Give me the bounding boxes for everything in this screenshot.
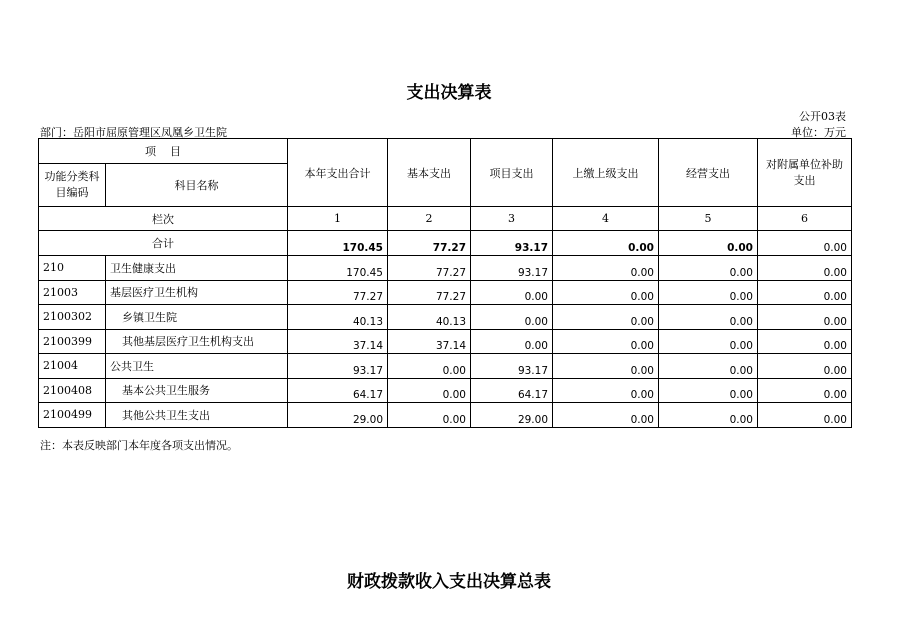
row-value: 0.00 bbox=[758, 256, 852, 281]
row-value: 0.00 bbox=[553, 305, 659, 330]
table-row bbox=[39, 305, 852, 330]
expenditure-table bbox=[38, 138, 851, 428]
row-value: 0.00 bbox=[471, 329, 553, 354]
row-name: 乡镇卫生院 bbox=[106, 305, 288, 330]
total-value: 0.00 bbox=[659, 231, 758, 256]
row-value: 29.00 bbox=[288, 403, 388, 428]
total-value: 170.45 bbox=[288, 231, 388, 256]
row-name: 基层医疗卫生机构 bbox=[106, 280, 288, 305]
row-value: 0.00 bbox=[758, 403, 852, 428]
row-value: 0.00 bbox=[553, 329, 659, 354]
seq-label: 栏次 bbox=[39, 207, 288, 231]
row-code: 2100302 bbox=[39, 305, 106, 330]
total-row bbox=[39, 231, 852, 256]
row-name: 其他公共卫生支出 bbox=[106, 403, 288, 428]
row-value: 77.27 bbox=[388, 280, 471, 305]
row-value: 37.14 bbox=[388, 329, 471, 354]
row-value: 0.00 bbox=[659, 403, 758, 428]
row-value: 37.14 bbox=[288, 329, 388, 354]
total-value: 0.00 bbox=[758, 231, 852, 256]
header-col3: 项目支出 bbox=[471, 139, 553, 207]
table-row bbox=[39, 329, 852, 354]
table-row bbox=[39, 256, 852, 281]
row-value: 0.00 bbox=[659, 256, 758, 281]
row-value: 0.00 bbox=[471, 305, 553, 330]
row-value: 0.00 bbox=[659, 329, 758, 354]
header-func-code: 功能分类科目编码 bbox=[39, 164, 106, 207]
seq-num: 5 bbox=[659, 207, 758, 231]
unit-label: 单位：万元 bbox=[791, 126, 846, 139]
row-value: 0.00 bbox=[553, 256, 659, 281]
row-code: 2100499 bbox=[39, 403, 106, 428]
row-value: 0.00 bbox=[388, 378, 471, 403]
total-value: 93.17 bbox=[471, 231, 553, 256]
seq-num: 1 bbox=[288, 207, 388, 231]
next-section-title: 财政拨款收入支出决算总表 bbox=[347, 572, 551, 592]
row-name: 公共卫生 bbox=[106, 354, 288, 379]
seq-row bbox=[39, 207, 852, 231]
row-value: 29.00 bbox=[471, 403, 553, 428]
row-value: 0.00 bbox=[388, 403, 471, 428]
row-value: 0.00 bbox=[553, 378, 659, 403]
row-code: 2100399 bbox=[39, 329, 106, 354]
header-col4: 上缴上级支出 bbox=[553, 139, 659, 207]
row-value: 0.00 bbox=[553, 280, 659, 305]
table-row bbox=[39, 354, 852, 379]
table-row bbox=[39, 378, 852, 403]
header-col2: 基本支出 bbox=[388, 139, 471, 207]
row-value: 0.00 bbox=[388, 354, 471, 379]
header-col1: 本年支出合计 bbox=[288, 139, 388, 207]
form-number: 公开03表 bbox=[799, 110, 846, 123]
row-value: 64.17 bbox=[288, 378, 388, 403]
row-code: 210 bbox=[39, 256, 106, 281]
page-title: 支出决算表 bbox=[406, 83, 492, 103]
header-name: 科目名称 bbox=[106, 164, 288, 207]
total-value: 77.27 bbox=[388, 231, 471, 256]
total-value: 0.00 bbox=[553, 231, 659, 256]
row-value: 0.00 bbox=[471, 280, 553, 305]
row-value: 0.00 bbox=[659, 378, 758, 403]
row-value: 40.13 bbox=[288, 305, 388, 330]
row-code: 21003 bbox=[39, 280, 106, 305]
seq-num: 4 bbox=[553, 207, 659, 231]
department-label: 部门：岳阳市屈原管理区凤凰乡卫生院 bbox=[40, 126, 227, 139]
row-value: 170.45 bbox=[288, 256, 388, 281]
total-label: 合计 bbox=[39, 231, 288, 256]
seq-num: 6 bbox=[758, 207, 852, 231]
seq-num: 3 bbox=[471, 207, 553, 231]
row-value: 77.27 bbox=[388, 256, 471, 281]
row-code: 2100408 bbox=[39, 378, 106, 403]
row-value: 77.27 bbox=[288, 280, 388, 305]
row-value: 0.00 bbox=[659, 305, 758, 330]
header-col6: 对附属单位补助支出 bbox=[758, 139, 852, 207]
row-value: 0.00 bbox=[758, 280, 852, 305]
row-value: 0.00 bbox=[758, 329, 852, 354]
row-value: 0.00 bbox=[553, 354, 659, 379]
row-value: 93.17 bbox=[471, 354, 553, 379]
header-item: 项 目 bbox=[39, 139, 288, 164]
seq-num: 2 bbox=[388, 207, 471, 231]
row-name: 其他基层医疗卫生机构支出 bbox=[106, 329, 288, 354]
table-row bbox=[39, 280, 852, 305]
row-name: 基本公共卫生服务 bbox=[106, 378, 288, 403]
row-value: 0.00 bbox=[758, 305, 852, 330]
row-code: 21004 bbox=[39, 354, 106, 379]
row-value: 64.17 bbox=[471, 378, 553, 403]
row-name: 卫生健康支出 bbox=[106, 256, 288, 281]
row-value: 0.00 bbox=[659, 354, 758, 379]
row-value: 0.00 bbox=[553, 403, 659, 428]
row-value: 0.00 bbox=[758, 354, 852, 379]
row-value: 0.00 bbox=[758, 378, 852, 403]
row-value: 93.17 bbox=[471, 256, 553, 281]
row-value: 40.13 bbox=[388, 305, 471, 330]
table-note: 注：本表反映部门本年度各项支出情况。 bbox=[40, 439, 238, 452]
row-value: 0.00 bbox=[659, 280, 758, 305]
table-row bbox=[39, 403, 852, 428]
header-col5: 经营支出 bbox=[659, 139, 758, 207]
row-value: 93.17 bbox=[288, 354, 388, 379]
